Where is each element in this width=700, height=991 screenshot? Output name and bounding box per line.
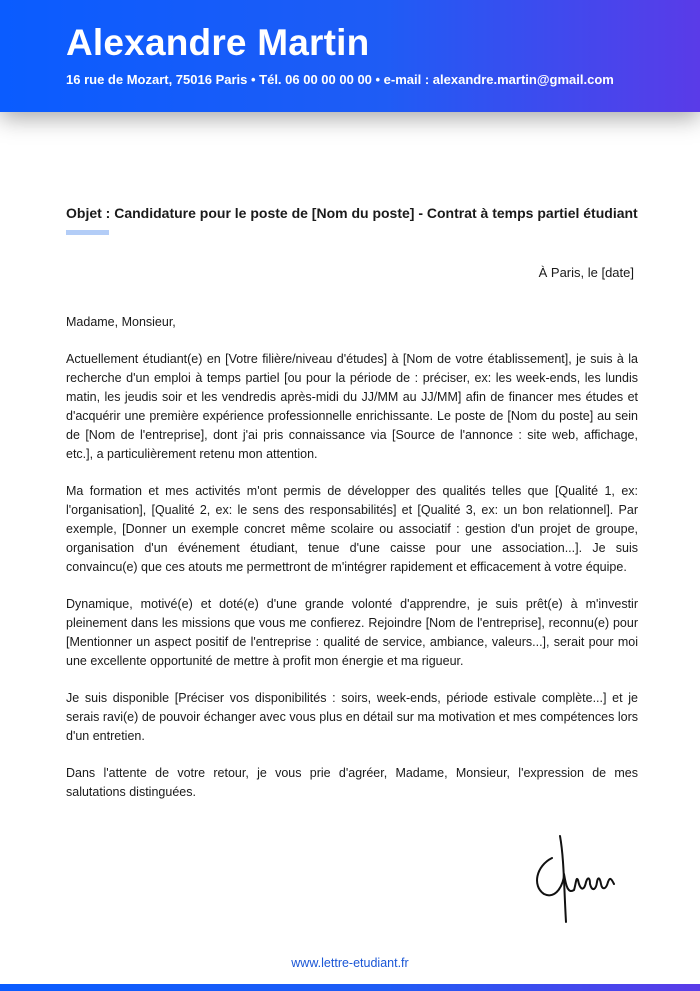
salutation: Madame, Monsieur,	[66, 315, 176, 329]
sender-contact: 16 rue de Mozart, 75016 Paris • Tél. 06 00 00 00 00 • e-mail : alexandre.martin@gmail.com	[66, 72, 614, 87]
footer-website-link[interactable]: www.lettre-etudiant.fr	[291, 956, 409, 970]
paragraph-closing: Dans l'attente de votre retour, je vous prie d'agréer, Madame, Monsieur, l'expression de mes salutations distinguées.	[66, 766, 638, 799]
sender-name: Alexandre Martin	[66, 22, 370, 63]
handwritten-signature	[530, 828, 620, 928]
letter-subject: Objet : Candidature pour le poste de [Nom du poste] - Contrat à temps partiel étudiant	[66, 205, 638, 221]
paragraph-motivation: Dynamique, motivé(e) et doté(e) d'une grande volonté d'apprendre, je suis prêt(e) à m'investir pleinement dans les missions que vous me confierez. Rejoindre [Nom de l'entreprise], reconnu(e) pour [Mentionner un aspect positif de l'entreprise : qualité de service, ambiance, valeurs...], serait pour moi une excellente opportunité de mettre à profit mon énergie et ma rigueur.	[66, 597, 638, 668]
place-date: À Paris, le [date]	[538, 265, 634, 280]
subject-underline	[66, 230, 109, 235]
letter-body	[66, 313, 638, 820]
paragraph-intro: Actuellement étudiant(e) en [Votre filière/niveau d'études] à [Nom de votre établissement], je suis à la recherche d'un emploi à temps partiel [ou pour la période de : préciser, ex: les week-ends, les lundis matin, les jeudis soir et les vendredis après-midi du JJ/MM au JJ/MM] afin de financer mes études et d'acquérir une première expérience professionnelle enrichissante. Le poste de [Nom du poste] au sein de [Nom de l'entreprise], dont j'ai pris connaissance via [Source de l'annonce : site web, affichage, etc.], a particulièrement retenu mon attention.	[66, 352, 638, 461]
footer-bar	[0, 984, 700, 991]
paragraph-availability: Je suis disponible [Préciser vos disponibilités : soirs, week-ends, période estivale complète...] et je serais ravi(e) de pouvoir échanger avec vous plus en détail sur ma motivation et mes compétences lors d'un entretien.	[66, 691, 638, 743]
header-banner	[0, 0, 700, 112]
paragraph-qualities: Ma formation et mes activités m'ont permis de développer des qualités telles que [Qualité 1, ex: l'organisation], [Qualité 2, ex: le sens des responsabilités] et [Qualité 3, ex: un bon relationnel]. Par exemple, [Donner un exemple concret même scolaire ou associatif : gestion d'un projet de groupe, organisation d'un événement étudiant, tenue d'une caisse pour une association...]. Je suis convaincu(e) que ces atouts me permettront de m'intégrer rapidement et efficacement à votre équipe.	[66, 484, 638, 574]
